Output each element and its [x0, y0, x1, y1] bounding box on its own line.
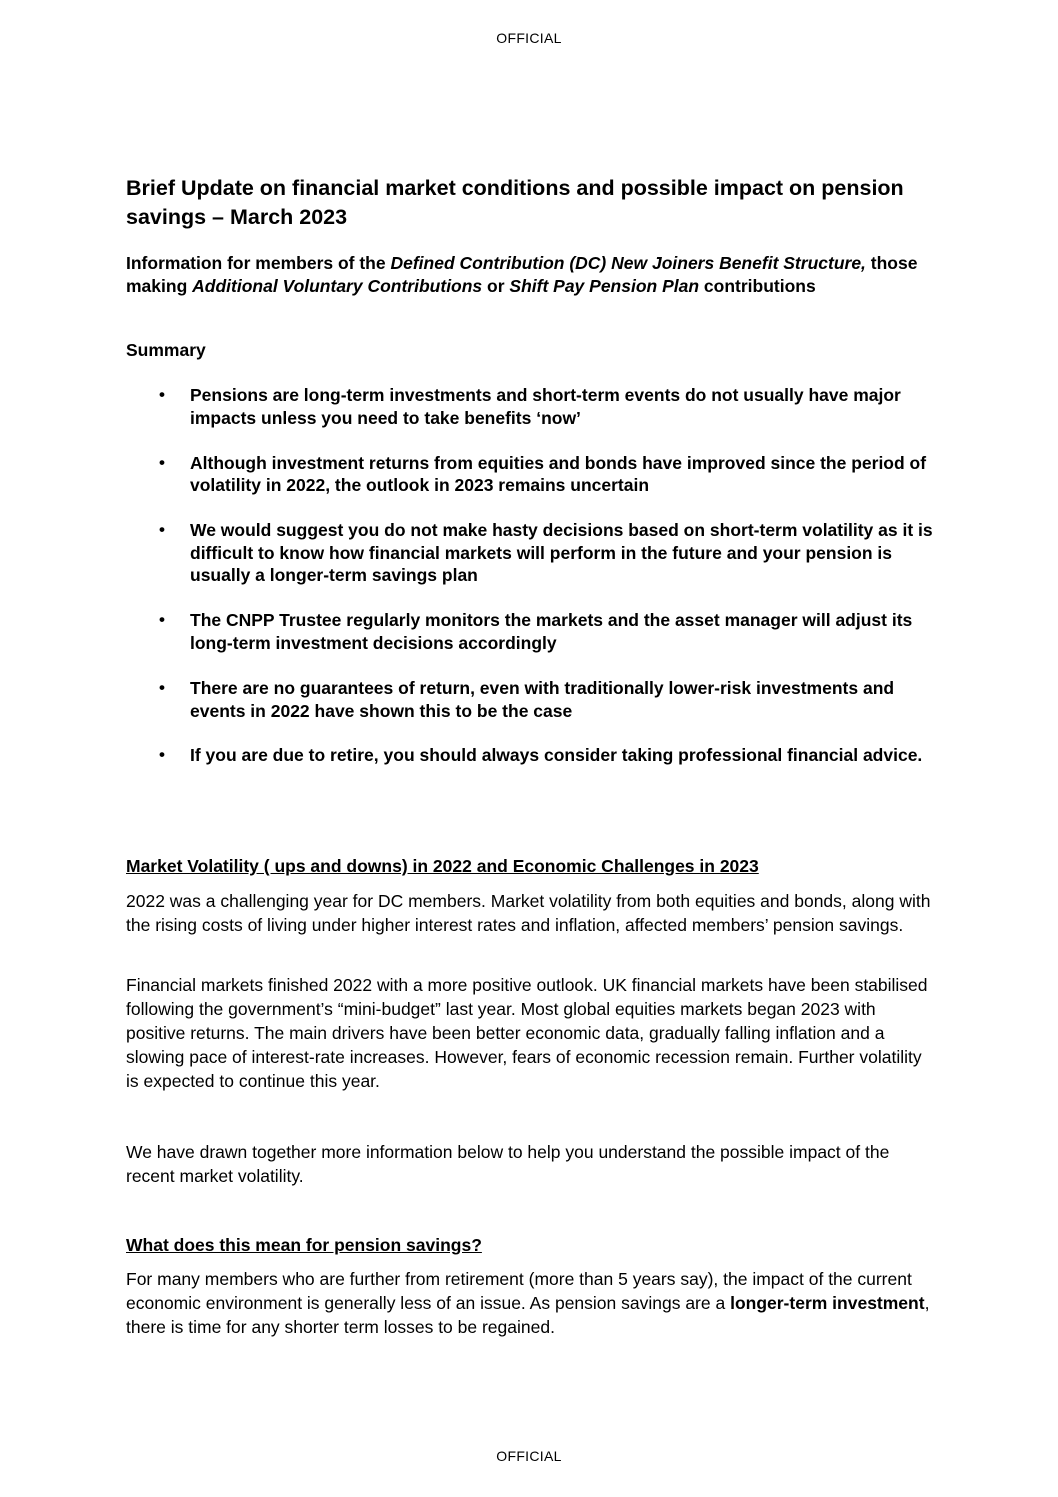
audience-shift-pay: Shift Pay Pension Plan — [509, 275, 700, 296]
summary-item — [126, 519, 938, 587]
audience-text: Information for members of the — [126, 253, 391, 273]
summary-item — [126, 609, 938, 654]
paragraph-text: For many members who are further from retirement (more than 5 years say), the impact of the current economic environment is generally less of an issue. As pension savings are a — [126, 1269, 912, 1313]
bullet-icon: • — [159, 745, 165, 765]
audience-statement — [126, 252, 938, 297]
section-heading-pension-savings: What does this mean for pension savings? — [126, 1235, 482, 1255]
header-classification: OFFICIAL — [496, 30, 562, 46]
summary-item-text: The CNPP Trustee regularly monitors the markets and the asset manager will adjust its long-term investment decisions accordingly — [190, 610, 913, 653]
summary-item-text: If you are due to retire, you should always consider taking professional financial advice. — [190, 745, 923, 766]
audience-text: those making — [126, 253, 918, 296]
bullet-icon: • — [159, 677, 165, 697]
bullet-icon: • — [159, 452, 165, 472]
summary-list — [126, 384, 938, 789]
summary-item — [126, 452, 938, 497]
summary-item-text: There are no guarantees of return, even with traditionally lower-risk investments and events in 2022 have shown this to be the case — [190, 677, 895, 721]
emphasis-text: longer-term investment — [730, 1293, 925, 1313]
audience-dc-structure: Defined Contribution (DC) New Joiners Benefit Structure, — [390, 253, 866, 273]
summary-item-text: We would suggest you do not make hasty decisions based on short-term volatility as it is difficult to know how financial markets will perform in the future and your pension is usually a longer-term savings plan — [190, 520, 933, 586]
audience-text: or — [482, 275, 510, 296]
paragraph: Financial markets finished 2022 with a more positive outlook. UK financial markets have been stabilised following the government’s “mini-budget” last year. Most global equities markets began 2023 with positive returns. The main drivers have been better economic data, gradually falling inflation and a slowing pace of interest-rate increases. However, fears of economic recession remain. Further volatility is expected to continue this year. — [126, 975, 928, 1091]
summary-item — [126, 384, 938, 429]
summary-item — [126, 744, 938, 767]
paragraph: We have drawn together more information below to help you understand the possible impact of the recent market volatility. — [126, 1142, 890, 1186]
bullet-icon: • — [159, 385, 165, 404]
paragraph: 2022 was a challenging year for DC members. Market volatility from both equities and bonds, along with the rising costs of living under higher interest rates and inflation, affected members’ pension savings. — [126, 891, 931, 935]
paragraph-text: , there is time for any shorter term losses to be regained. — [126, 1293, 930, 1337]
bullet-icon: • — [159, 610, 165, 630]
footer-classification: OFFICIAL — [496, 1448, 562, 1464]
section-heading-market-volatility: Market Volatility ( ups and downs) in 2022 and Economic Challenges in 2023 — [126, 856, 759, 876]
bullet-icon: • — [159, 520, 165, 540]
summary-item-text: Pensions are long-term investments and short-term events do not usually have major impacts unless you need to take benefits ‘now’ — [190, 385, 901, 428]
page-title: Brief Update on financial market conditions and possible impact on pension savings – March 2023 — [126, 176, 904, 229]
paragraph — [126, 1267, 938, 1339]
summary-heading: Summary — [126, 340, 206, 360]
audience-text: contributions — [699, 275, 816, 296]
audience-avc: Additional Voluntary Contributions — [192, 275, 483, 296]
summary-item — [126, 677, 938, 722]
summary-item-text: Although investment returns from equities and bonds have improved since the period of volatility in 2022, the outlook in 2023 remains uncertain — [190, 452, 927, 496]
